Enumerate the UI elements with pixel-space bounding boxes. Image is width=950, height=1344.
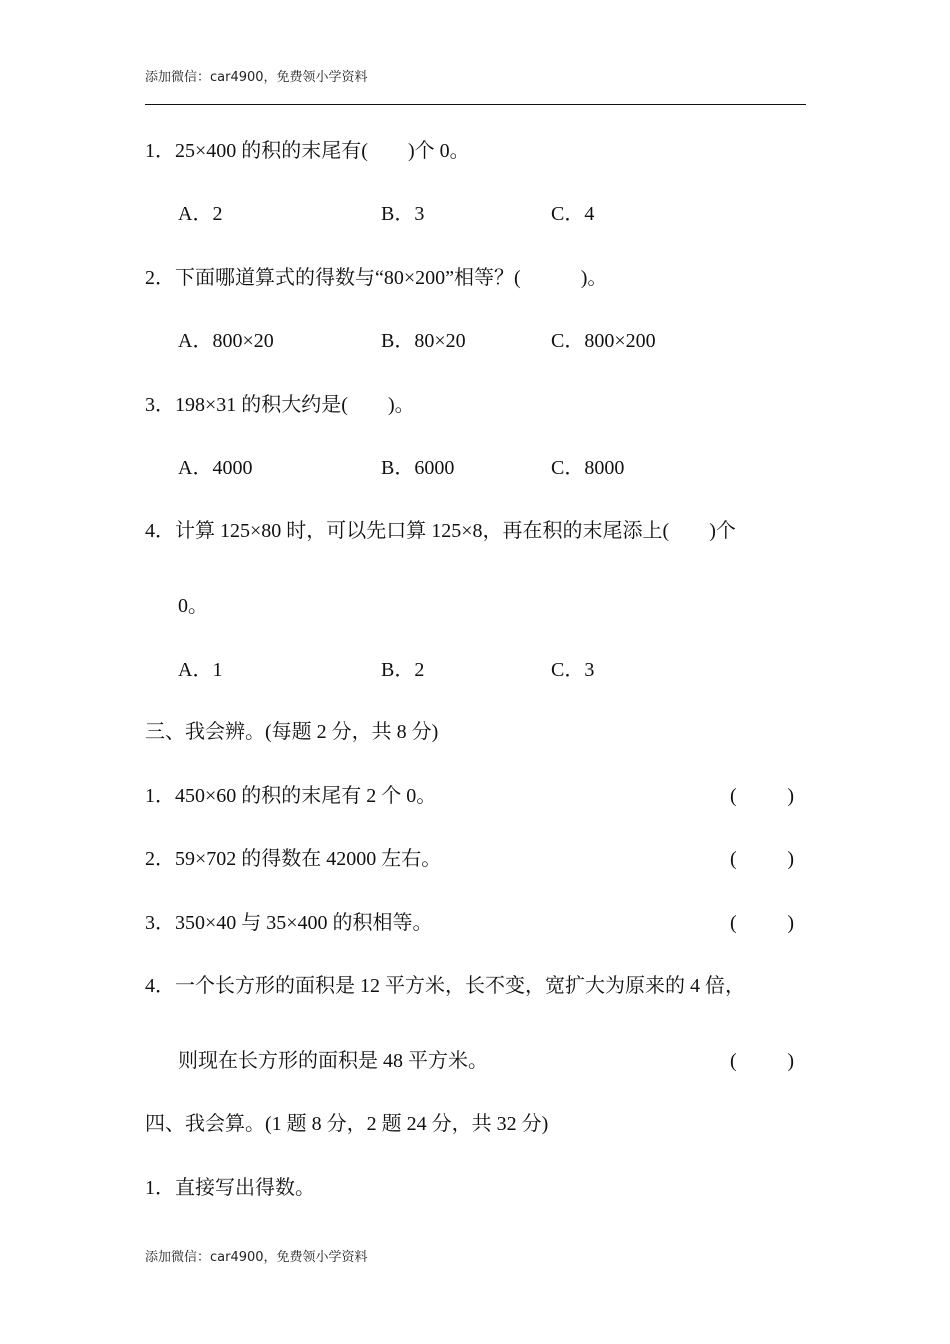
paren-open: ( [730,785,737,807]
footer-note: 添加微信：car4900，免费领小学资料 [145,1250,368,1265]
judge-item-3-text: 3．350×40 与 35×400 的积相等。 [145,912,433,934]
question-4-option-b: B．2 [381,659,425,681]
judge-item-3-answer-paren [730,911,794,935]
question-3-text: 3．198×31 的积大约是( )。 [145,394,415,416]
judge-item-4-continuation: 则现在长方形的面积是 48 平方米。 [178,1050,488,1072]
question-4-option-c: C．3 [551,659,595,681]
paren-open: ( [730,912,737,934]
section-3-title: 三、我会辨。(每题 2 分，共 8 分) [145,721,439,743]
question-1-option-b: B．3 [381,203,425,225]
question-1-option-a: A．2 [178,203,223,225]
question-3-option-a: A．4000 [178,457,253,479]
paren-close: ) [787,912,794,934]
judge-item-2-answer-paren [730,847,794,871]
judge-item-4-answer-paren [730,1049,794,1073]
paren-close: ) [787,848,794,870]
question-2-text: 2．下面哪道算式的得数与“80×200”相等？( )。 [145,267,608,289]
judge-item-1-answer-paren [730,784,794,808]
section-4-item-1: 1．直接写出得数。 [145,1177,315,1199]
judge-item-1-text: 1．450×60 的积的末尾有 2 个 0。 [145,785,437,807]
section-4-title: 四、我会算。(1 题 8 分，2 题 24 分，共 32 分) [145,1113,549,1135]
question-4-continuation: 0。 [178,595,208,617]
paren-close: ) [787,785,794,807]
paren-open: ( [730,1050,737,1072]
question-4-option-a: A．1 [178,659,223,681]
question-4-text: 4．计算 125×80 时，可以先口算 125×8，再在积的末尾添上( )个 [145,520,736,542]
question-2-option-c: C．800×200 [551,330,656,352]
question-1-option-c: C．4 [551,203,595,225]
judge-item-4-text: 4．一个长方形的面积是 12 平方米，长不变，宽扩大为原来的 4 倍， [145,975,745,997]
question-3-option-c: C．8000 [551,457,625,479]
judge-item-2-text: 2．59×702 的得数在 42000 左右。 [145,848,442,870]
question-1-text: 1．25×400 的积的末尾有( )个 0。 [145,140,470,162]
header-note: 添加微信：car4900，免费领小学资料 [145,70,368,85]
question-2-option-b: B．80×20 [381,330,466,352]
header-rule [145,104,806,105]
question-3-option-b: B．6000 [381,457,455,479]
paren-close: ) [787,1050,794,1072]
paren-open: ( [730,848,737,870]
question-2-option-a: A．800×20 [178,330,274,352]
